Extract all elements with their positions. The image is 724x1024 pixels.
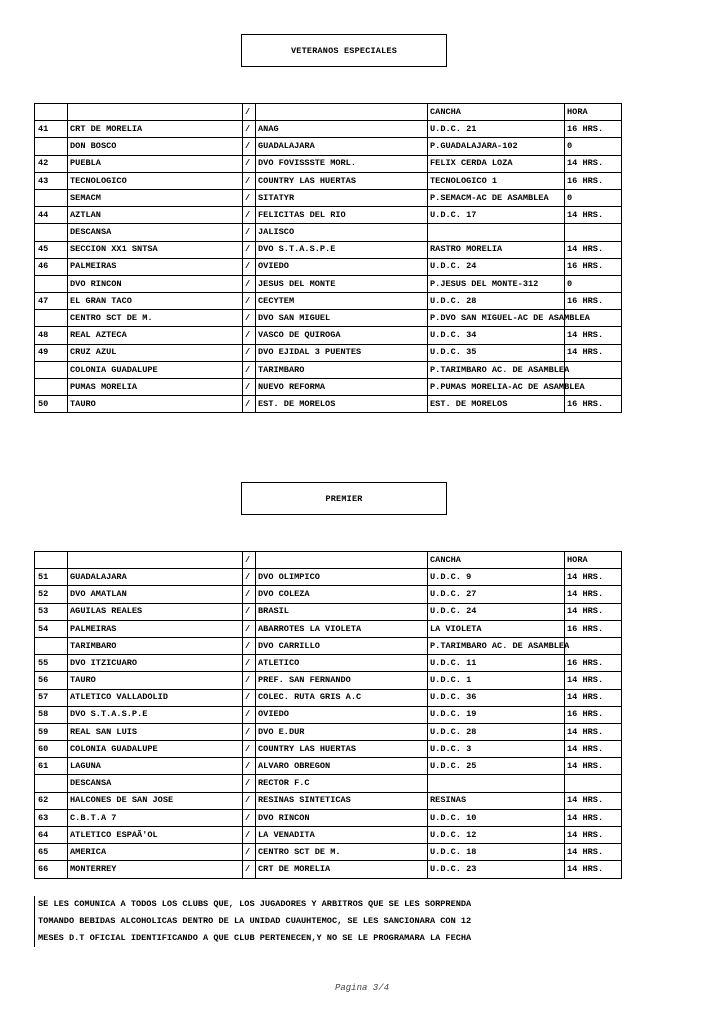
venue-cell: FELIX CERDA LOZA (428, 155, 565, 172)
table-row (35, 172, 622, 189)
time-cell: 16 HRS. (565, 396, 622, 413)
away-team-cell: EST. DE MORELOS (256, 396, 428, 413)
time-cell: 16 HRS. (565, 121, 622, 138)
separator-cell: / (243, 655, 256, 672)
venue-cell: U.D.C. 24 (428, 603, 565, 620)
venue-cell (428, 775, 565, 792)
venue-cell: U.D.C. 34 (428, 327, 565, 344)
match-number-cell: 43 (35, 172, 68, 189)
table-row (35, 327, 622, 344)
away-team-cell: LA VENADITA (256, 827, 428, 844)
time-cell (565, 224, 622, 241)
separator-cell: / (243, 689, 256, 706)
home-team-cell: COLONIA GUADALUPE (68, 361, 243, 378)
table-row (35, 723, 622, 740)
time-cell: 14 HRS. (565, 689, 622, 706)
time-cell: 14 HRS. (565, 792, 622, 809)
home-team-cell: SEMACM (68, 189, 243, 206)
separator-cell: / (243, 827, 256, 844)
venue-cell: P.TARIMBARO AC. DE ASAMBLEA (428, 361, 565, 378)
separator-cell: / (243, 207, 256, 224)
table-row (35, 586, 622, 603)
time-cell (565, 361, 622, 378)
home-team-cell: AZTLAN (68, 207, 243, 224)
notice-line: SE LES COMUNICA A TODOS LOS CLUBS QUE, LOS JUGADORES Y ARBITROS QUE SE LES SORPRENDA (38, 899, 472, 909)
venue-cell: U.D.C. 1 (428, 672, 565, 689)
home-team-cell: AMERICA (68, 844, 243, 861)
separator-cell: / (243, 310, 256, 327)
home-team-cell: DON BOSCO (68, 138, 243, 155)
match-number-cell (35, 379, 68, 396)
away-team-cell: RECTOR F.C (256, 775, 428, 792)
home-team-cell: ATLETICO ESPAÃ'OL (68, 827, 243, 844)
home-team-cell: CRUZ AZUL (68, 344, 243, 361)
home-team-cell: GUADALAJARA (68, 569, 243, 586)
table-row (35, 310, 622, 327)
away-team-cell: COLEC. RUTA GRIS A.C (256, 689, 428, 706)
venue-cell: U.D.C. 12 (428, 827, 565, 844)
away-team-cell: ATLETICO (256, 655, 428, 672)
away-team-cell: DVO SAN MIGUEL (256, 310, 428, 327)
separator-cell: / (243, 361, 256, 378)
table-row (35, 241, 622, 258)
venue-cell: CANCHA (428, 104, 565, 121)
home-team-cell: EL GRAN TACO (68, 293, 243, 310)
separator-cell: / (243, 775, 256, 792)
venue-cell: U.D.C. 27 (428, 586, 565, 603)
home-team-cell: DESCANSA (68, 224, 243, 241)
table-row (35, 275, 622, 292)
time-cell: 16 HRS. (565, 172, 622, 189)
time-cell: 0 (565, 189, 622, 206)
home-team-cell: MONTERREY (68, 861, 243, 878)
away-team-cell: DVO RINCON (256, 809, 428, 826)
away-team-cell: COUNTRY LAS HUERTAS (256, 172, 428, 189)
venue-cell: P.TARIMBARO AC. DE ASAMBLEA (428, 637, 565, 654)
venue-cell: U.D.C. 11 (428, 655, 565, 672)
time-cell: 16 HRS. (565, 293, 622, 310)
match-number-cell: 66 (35, 861, 68, 878)
separator-cell: / (243, 861, 256, 878)
match-number-cell: 56 (35, 672, 68, 689)
away-team-cell: CRT DE MORELIA (256, 861, 428, 878)
match-number-cell (35, 637, 68, 654)
time-cell: 0 (565, 275, 622, 292)
venue-cell: P.DVO SAN MIGUEL-AC DE ASAMBLEA (428, 310, 565, 327)
separator-cell: / (243, 637, 256, 654)
match-number-cell: 48 (35, 327, 68, 344)
away-team-cell: NUEVO REFORMA (256, 379, 428, 396)
separator-cell: / (243, 844, 256, 861)
table-row (35, 224, 622, 241)
match-number-cell: 60 (35, 741, 68, 758)
time-cell: 14 HRS. (565, 741, 622, 758)
away-team-cell: CECYTEM (256, 293, 428, 310)
away-team-cell: TARIMBARO (256, 361, 428, 378)
home-team-cell: REAL AZTECA (68, 327, 243, 344)
section-title-premier (241, 482, 447, 515)
venue-cell: LA VIOLETA (428, 620, 565, 637)
separator-cell: / (243, 258, 256, 275)
home-team-cell: DVO AMATLAN (68, 586, 243, 603)
separator-cell: / (243, 603, 256, 620)
time-cell: HORA (565, 552, 622, 569)
match-number-cell: 54 (35, 620, 68, 637)
away-team-cell: ANAG (256, 121, 428, 138)
separator-cell: / (243, 586, 256, 603)
table-row (35, 775, 622, 792)
venue-cell: U.D.C. 24 (428, 258, 565, 275)
separator-cell: / (243, 741, 256, 758)
match-number-cell: 57 (35, 689, 68, 706)
away-team-cell: OVIEDO (256, 706, 428, 723)
home-team-cell: C.B.T.A 7 (68, 809, 243, 826)
away-team-cell: GUADALAJARA (256, 138, 428, 155)
venue-cell: CANCHA (428, 552, 565, 569)
table-row (35, 792, 622, 809)
away-team-cell: COUNTRY LAS HUERTAS (256, 741, 428, 758)
separator-cell: / (243, 569, 256, 586)
separator-cell: / (243, 620, 256, 637)
match-number-cell (35, 138, 68, 155)
match-number-cell (35, 775, 68, 792)
home-team-cell (68, 552, 243, 569)
separator-cell: / (243, 293, 256, 310)
venue-cell: P.GUADALAJARA-102 (428, 138, 565, 155)
away-team-cell: OVIEDO (256, 258, 428, 275)
table-row (35, 569, 622, 586)
match-number-cell: 52 (35, 586, 68, 603)
table-row (35, 379, 622, 396)
match-number-cell: 53 (35, 603, 68, 620)
separator-cell: / (243, 344, 256, 361)
venue-cell: P.JESUS DEL MONTE-312 (428, 275, 565, 292)
time-cell: 14 HRS. (565, 827, 622, 844)
table-row (35, 706, 622, 723)
time-cell: 14 HRS. (565, 809, 622, 826)
table-row (35, 603, 622, 620)
home-team-cell: HALCONES DE SAN JOSE (68, 792, 243, 809)
time-cell: 14 HRS. (565, 586, 622, 603)
venue-cell: U.D.C. 10 (428, 809, 565, 826)
separator-cell: / (243, 809, 256, 826)
match-number-cell: 63 (35, 809, 68, 826)
separator-cell: / (243, 327, 256, 344)
away-team-cell: DVO S.T.A.S.P.E (256, 241, 428, 258)
table-row (35, 741, 622, 758)
venue-cell: U.D.C. 35 (428, 344, 565, 361)
match-number-cell: 62 (35, 792, 68, 809)
table-row (35, 844, 622, 861)
away-team-cell: FELICITAS DEL RIO (256, 207, 428, 224)
time-cell: 14 HRS. (565, 672, 622, 689)
time-cell: 14 HRS. (565, 758, 622, 775)
table-row (35, 155, 622, 172)
match-number-cell (35, 275, 68, 292)
home-team-cell: CRT DE MORELIA (68, 121, 243, 138)
away-team-cell: JALISCO (256, 224, 428, 241)
match-number-cell: 59 (35, 723, 68, 740)
schedule-table-premier (34, 551, 622, 879)
venue-cell: U.D.C. 23 (428, 861, 565, 878)
match-number-cell: 51 (35, 569, 68, 586)
time-cell: 16 HRS. (565, 706, 622, 723)
away-team-cell: VASCO DE QUIROGA (256, 327, 428, 344)
match-number-cell: 41 (35, 121, 68, 138)
home-team-cell: TAURO (68, 396, 243, 413)
home-team-cell: CENTRO SCT DE M. (68, 310, 243, 327)
separator-cell: / (243, 104, 256, 121)
venue-cell: U.D.C. 17 (428, 207, 565, 224)
match-number-cell (35, 104, 68, 121)
venue-cell: U.D.C. 18 (428, 844, 565, 861)
home-team-cell: ATLETICO VALLADOLID (68, 689, 243, 706)
venue-cell: P.PUMAS MORELIA-AC DE ASAMBLEA (428, 379, 565, 396)
match-number-cell (35, 552, 68, 569)
table-row (35, 689, 622, 706)
venue-cell (428, 224, 565, 241)
time-cell: 16 HRS. (565, 655, 622, 672)
notice-line: MESES D.T OFICIAL IDENTIFICANDO A QUE CLUB PERTENECEN,Y NO SE LE PROGRAMARA LA FECHA (38, 933, 472, 943)
table-row (35, 138, 622, 155)
home-team-cell: AGUILAS REALES (68, 603, 243, 620)
match-number-cell (35, 189, 68, 206)
match-number-cell: 44 (35, 207, 68, 224)
home-team-cell: PUEBLA (68, 155, 243, 172)
schedule-table-veteranos (34, 103, 622, 413)
table-row (35, 758, 622, 775)
time-cell: 14 HRS. (565, 844, 622, 861)
match-number-cell: 55 (35, 655, 68, 672)
home-team-cell: PUMAS MORELIA (68, 379, 243, 396)
table-row (35, 809, 622, 826)
away-team-cell (256, 552, 428, 569)
away-team-cell: JESUS DEL MONTE (256, 275, 428, 292)
home-team-cell: DVO S.T.A.S.P.E (68, 706, 243, 723)
away-team-cell: DVO OLIMPICO (256, 569, 428, 586)
time-cell: 0 (565, 138, 622, 155)
table-row (35, 344, 622, 361)
separator-cell: / (243, 172, 256, 189)
match-number-cell (35, 361, 68, 378)
time-cell: HORA (565, 104, 622, 121)
separator-cell: / (243, 792, 256, 809)
venue-cell: U.D.C. 28 (428, 293, 565, 310)
venue-cell: U.D.C. 9 (428, 569, 565, 586)
page-number: Pagina 3/4 (334, 983, 389, 993)
match-number-cell (35, 224, 68, 241)
match-number-cell: 61 (35, 758, 68, 775)
notice-text (34, 896, 598, 947)
time-cell: 14 HRS. (565, 723, 622, 740)
match-number-cell: 58 (35, 706, 68, 723)
time-cell (565, 637, 622, 654)
separator-cell: / (243, 121, 256, 138)
time-cell: 14 HRS. (565, 207, 622, 224)
home-team-cell: DESCANSA (68, 775, 243, 792)
table-row (35, 189, 622, 206)
table-row (35, 827, 622, 844)
time-cell: 14 HRS. (565, 603, 622, 620)
time-cell: 14 HRS. (565, 344, 622, 361)
venue-cell: U.D.C. 25 (428, 758, 565, 775)
away-team-cell: PREF. SAN FERNANDO (256, 672, 428, 689)
table-row (35, 861, 622, 878)
time-cell: 16 HRS. (565, 258, 622, 275)
home-team-cell: TECNOLOGICO (68, 172, 243, 189)
separator-cell: / (243, 138, 256, 155)
match-number-cell: 42 (35, 155, 68, 172)
match-number-cell: 65 (35, 844, 68, 861)
table-row (35, 207, 622, 224)
match-number-cell: 50 (35, 396, 68, 413)
table-row (35, 396, 622, 413)
home-team-cell: COLONIA GUADALUPE (68, 741, 243, 758)
home-team-cell: SECCION XX1 SNTSA (68, 241, 243, 258)
venue-cell: TECNOLOGICO 1 (428, 172, 565, 189)
home-team-cell: TAURO (68, 672, 243, 689)
table-row (35, 121, 622, 138)
time-cell: 16 HRS. (565, 620, 622, 637)
separator-cell: / (243, 241, 256, 258)
match-number-cell: 46 (35, 258, 68, 275)
match-number-cell: 47 (35, 293, 68, 310)
home-team-cell: REAL SAN LUIS (68, 723, 243, 740)
away-team-cell: BRASIL (256, 603, 428, 620)
table-row (35, 258, 622, 275)
time-cell: 14 HRS. (565, 155, 622, 172)
venue-cell: U.D.C. 21 (428, 121, 565, 138)
venue-cell: U.D.C. 28 (428, 723, 565, 740)
away-team-cell (256, 104, 428, 121)
venue-cell: RASTRO MORELIA (428, 241, 565, 258)
home-team-cell: TARIMBARO (68, 637, 243, 654)
time-cell (565, 775, 622, 792)
away-team-cell: RESINAS SINTETICAS (256, 792, 428, 809)
away-team-cell: ALVARO OBREGON (256, 758, 428, 775)
away-team-cell: DVO EJIDAL 3 PUENTES (256, 344, 428, 361)
away-team-cell: DVO FOVISSSTE MORL. (256, 155, 428, 172)
match-number-cell (35, 310, 68, 327)
table-row (35, 620, 622, 637)
venue-cell: EST. DE MORELOS (428, 396, 565, 413)
separator-cell: / (243, 396, 256, 413)
table-row (35, 293, 622, 310)
separator-cell: / (243, 155, 256, 172)
time-cell: 14 HRS. (565, 241, 622, 258)
venue-cell: RESINAS (428, 792, 565, 809)
separator-cell: / (243, 552, 256, 569)
table-header-row (35, 552, 622, 569)
home-team-cell: PALMEIRAS (68, 620, 243, 637)
separator-cell: / (243, 275, 256, 292)
venue-cell: U.D.C. 19 (428, 706, 565, 723)
separator-cell: / (243, 672, 256, 689)
table-row (35, 637, 622, 654)
home-team-cell: LAGUNA (68, 758, 243, 775)
venue-cell: P.SEMACM-AC DE ASAMBLEA (428, 189, 565, 206)
table-row (35, 655, 622, 672)
match-number-cell: 49 (35, 344, 68, 361)
match-number-cell: 45 (35, 241, 68, 258)
separator-cell: / (243, 706, 256, 723)
separator-cell: / (243, 379, 256, 396)
table-row (35, 361, 622, 378)
venue-cell: U.D.C. 36 (428, 689, 565, 706)
time-cell: 14 HRS. (565, 569, 622, 586)
away-team-cell: CENTRO SCT DE M. (256, 844, 428, 861)
table-header-row (35, 104, 622, 121)
away-team-cell: DVO CARRILLO (256, 637, 428, 654)
home-team-cell: DVO ITZICUARO (68, 655, 243, 672)
home-team-cell (68, 104, 243, 121)
away-team-cell: SITATYR (256, 189, 428, 206)
section-title-text: PREMIER (325, 493, 363, 504)
away-team-cell: ABARROTES LA VIOLETA (256, 620, 428, 637)
match-number-cell: 64 (35, 827, 68, 844)
notice-line: TOMANDO BEBIDAS ALCOHOLICAS DENTRO DE LA UNIDAD CUAUHTEMOC, SE LES SANCIONARA CON 12 (38, 916, 472, 926)
separator-cell: / (243, 224, 256, 241)
venue-cell: U.D.C. 3 (428, 741, 565, 758)
section-title-veteranos (241, 34, 447, 67)
section-title-text: VETERANOS ESPECIALES (290, 45, 398, 56)
separator-cell: / (243, 758, 256, 775)
separator-cell: / (243, 189, 256, 206)
table-row (35, 672, 622, 689)
away-team-cell: DVO E.DUR (256, 723, 428, 740)
separator-cell: / (243, 723, 256, 740)
home-team-cell: PALMEIRAS (68, 258, 243, 275)
time-cell: 14 HRS. (565, 327, 622, 344)
home-team-cell: DVO RINCON (68, 275, 243, 292)
time-cell: 14 HRS. (565, 861, 622, 878)
away-team-cell: DVO COLEZA (256, 586, 428, 603)
